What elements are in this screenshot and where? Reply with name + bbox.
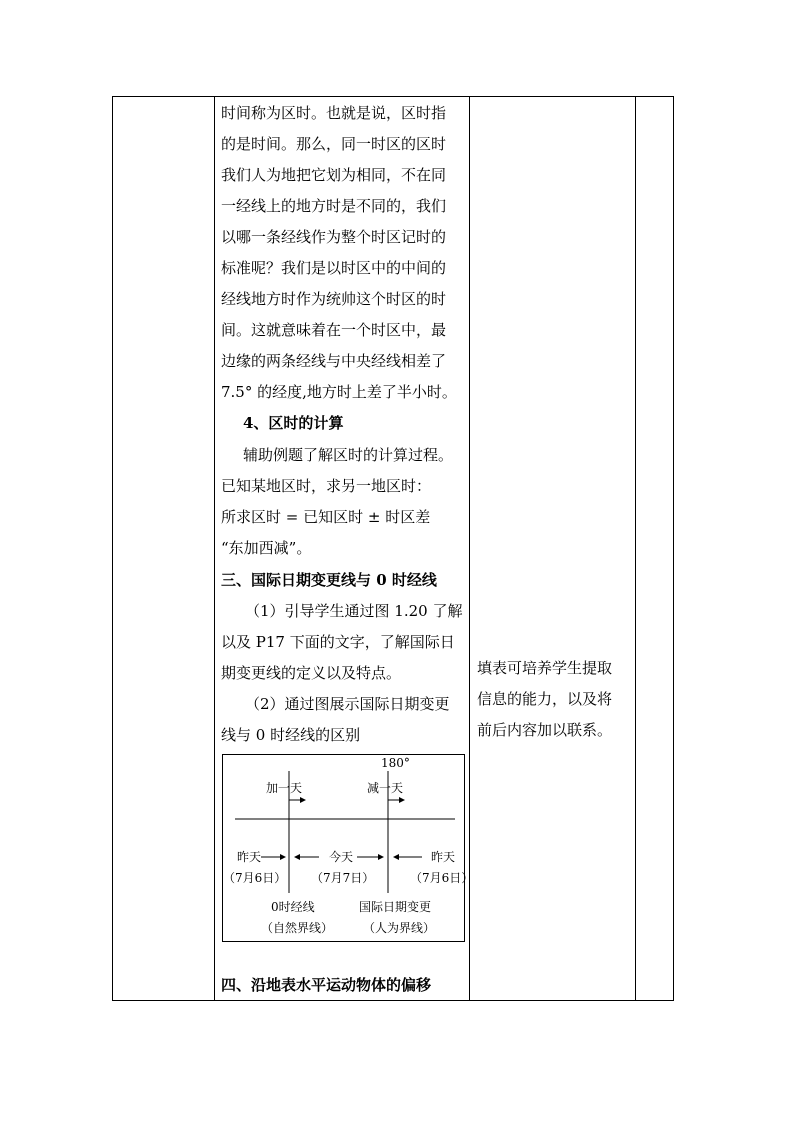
label-minus-day: 减一天 xyxy=(367,781,404,795)
label-yesterday-right-date: （7月6日） xyxy=(410,871,474,885)
section-heading-date-line: 三、国际日期变更线与 0 时经线 xyxy=(221,571,437,589)
text-line: 一经线上的地方时是不同的，我们 xyxy=(221,197,447,215)
text-line: 我们人为地把它划为相同，不在同 xyxy=(221,166,447,184)
text-line: 标准呢？我们是以时区中的中间的 xyxy=(221,259,447,277)
column-divider xyxy=(214,97,215,1000)
label-today-date: （7月7日） xyxy=(311,871,375,885)
section-heading-deflection: 四、沿地表水平运动物体的偏移 xyxy=(221,976,432,994)
text-line: 以哪一条经线作为整个时区记时的 xyxy=(221,228,447,246)
text-line: 7.5° 的经度,地方时上差了半小时。 xyxy=(221,383,457,401)
label-zero-line-note: （自然界线） xyxy=(261,921,334,935)
text-line: 的是时间。那么，同一时区的区时 xyxy=(221,135,447,153)
text-line: 前后内容加以联系。 xyxy=(477,721,613,739)
text-line: （1）引导学生通过图 1.20 了解 xyxy=(245,602,463,620)
date-line-diagram xyxy=(222,754,474,942)
text-line: 时间称为区时。也就是说，区时指 xyxy=(221,104,447,122)
text-line: 经线地方时作为统帅这个时区的时 xyxy=(221,290,447,308)
lesson-table xyxy=(112,96,674,1001)
label-idl-note: （人为界线） xyxy=(363,921,436,935)
label-zero-line: 0时经线 xyxy=(271,900,315,914)
label-yesterday-right: 昨天 xyxy=(431,850,456,864)
text-line: 辅助例题了解区时的计算过程。 xyxy=(243,446,454,464)
text-line: 边缘的两条经线与中央经线相差了 xyxy=(221,352,447,370)
column-divider xyxy=(635,97,636,1000)
column-divider xyxy=(469,97,470,1000)
text-line: 信息的能力，以及将 xyxy=(477,690,613,708)
text-line: （2）通过图展示国际日期变更 xyxy=(245,695,450,713)
text-line: 已知某地区时，求另一地区时： xyxy=(221,477,432,495)
label-today: 今天 xyxy=(329,850,354,864)
text-line: 期变更线的定义以及特点。 xyxy=(221,664,402,682)
text-line: 填表可培养学生提取 xyxy=(477,659,613,677)
label-yesterday-left-date: （7月6日） xyxy=(223,871,287,885)
text-line: 线与 0 时经线的区别 xyxy=(221,726,361,744)
formula-line: 所求区时 = 已知区时 ± 时区差 xyxy=(221,508,431,526)
label-180: 180° xyxy=(381,756,410,770)
label-idl: 国际日期变更 xyxy=(359,900,432,914)
label-add-day: 加一天 xyxy=(266,781,303,795)
label-yesterday-left: 昨天 xyxy=(237,850,262,864)
section-heading-zone-time: 4、区时的计算 xyxy=(243,414,344,432)
text-line: 以及 P17 下面的文字，了解国际日 xyxy=(221,633,455,651)
text-line: 间。这就意味着在一个时区中，最 xyxy=(221,321,447,339)
text-line: “东加西减”。 xyxy=(221,539,312,557)
